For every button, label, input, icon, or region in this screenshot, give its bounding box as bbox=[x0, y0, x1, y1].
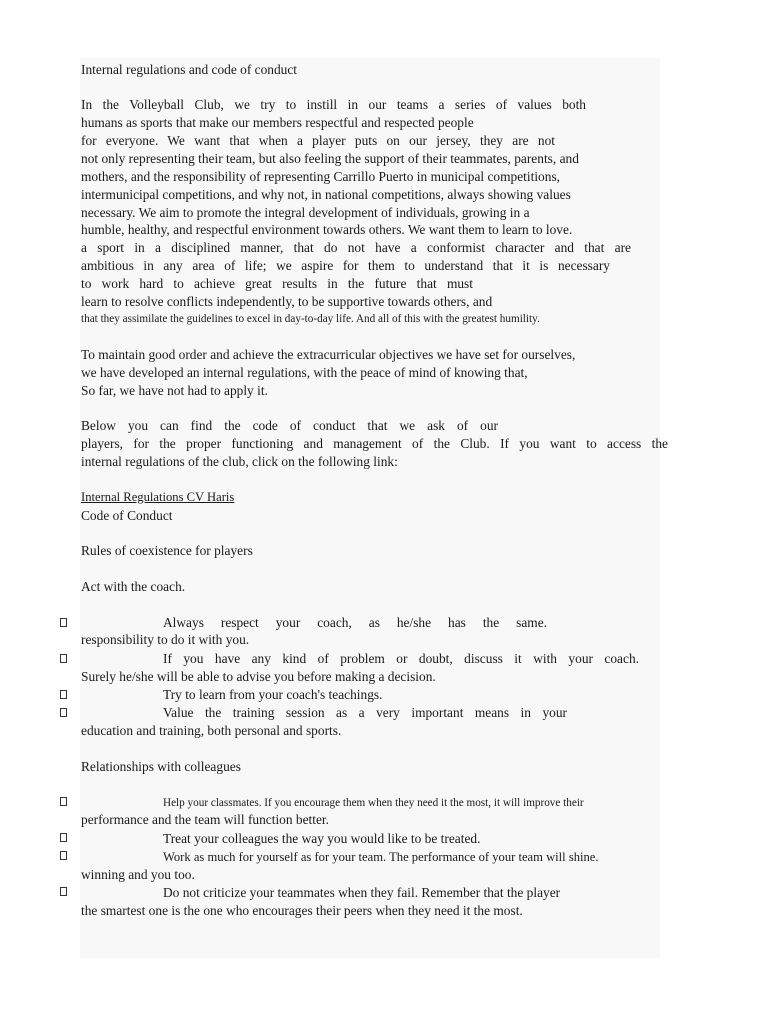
colleague-rule-1: Help your classmates. If you encourage them when they need it the most, it will improve their bbox=[163, 797, 584, 809]
below-line-2: players, for the proper functioning and management of the Club. If you want to access the bbox=[81, 436, 668, 451]
intro-line-11: to work hard to achieve great results in the future that must bbox=[81, 276, 473, 291]
code-of-conduct-heading: Code of Conduct bbox=[81, 508, 173, 523]
intro-line-10: ambitious in any area of life; we aspire for them to understand that it is necessary bbox=[81, 258, 610, 273]
bullet-box-icon bbox=[60, 797, 67, 806]
coach-rule-1: Always respect your coach, as he/she has the same. bbox=[163, 615, 547, 630]
colleague-rule-4-cont: the smartest one is the one who encourages their peers when they need it the most. bbox=[81, 903, 523, 918]
intro-line-12: learn to resolve conflicts independently, to be supportive towards others, and bbox=[81, 294, 493, 309]
coach-rule-2-cont: Surely he/she will be able to advise you before making a decision. bbox=[81, 669, 436, 684]
colleague-rule-3-cont: winning and you too. bbox=[81, 867, 195, 882]
colleague-rule-2: Treat your colleagues the way you would like to be treated. bbox=[163, 831, 481, 846]
intro-line-13: that they assimilate the guidelines to excel in day-to-day life. And all of this with the greatest humility. bbox=[81, 313, 540, 325]
below-line-3: internal regulations of the club, click on the following link: bbox=[81, 454, 398, 469]
bullet-box-icon bbox=[60, 690, 67, 699]
internal-regulations-link[interactable]: Internal Regulations CV Haris bbox=[81, 490, 235, 504]
order-line-1: To maintain good order and achieve the extracurricular objectives we have set for ourselves, bbox=[81, 347, 576, 362]
coach-rule-3: Try to learn from your coach's teachings. bbox=[163, 687, 383, 702]
bullet-box-icon bbox=[60, 708, 67, 717]
coach-rule-4: Value the training session as a very important means in your bbox=[163, 705, 567, 720]
bullet-box-icon bbox=[60, 833, 67, 842]
order-line-3: So far, we have not had to apply it. bbox=[81, 383, 268, 398]
colleague-rule-1-cont: performance and the team will function better. bbox=[81, 812, 330, 827]
bullet-box-icon bbox=[60, 887, 67, 896]
coach-heading: Act with the coach. bbox=[81, 579, 186, 594]
intro-line-2: humans as sports that make our members respectful and respected people bbox=[81, 115, 474, 130]
intro-line-4: not only representing their team, but also feeling the support of their teammates, parents, and bbox=[81, 151, 579, 166]
below-line-1: Below you can find the code of conduct that we ask of our bbox=[81, 418, 498, 433]
coach-rule-4-cont: education and training, both personal and sports. bbox=[81, 723, 342, 738]
intro-line-3: for everyone. We want that when a player puts on our jersey, they are not bbox=[81, 133, 555, 148]
document-title: Internal regulations and code of conduct bbox=[81, 62, 298, 77]
intro-line-7: necessary. We aim to promote the integral development of individuals, growing in a bbox=[81, 205, 530, 220]
intro-line-9: a sport in a disciplined manner, that do not have a conformist character and that are bbox=[81, 240, 631, 255]
intro-line-5: mothers, and the responsibility of representing Carrillo Puerto in municipal competitions, bbox=[81, 169, 560, 184]
rules-heading: Rules of coexistence for players bbox=[81, 543, 253, 558]
bullet-box-icon bbox=[60, 654, 67, 663]
bullet-box-icon bbox=[60, 618, 67, 627]
intro-line-6: intermunicipal competitions, and why not, in national competitions, always showing values bbox=[81, 187, 571, 202]
intro-line-1: In the Volleyball Club, we try to instill in our teams a series of values both bbox=[81, 97, 586, 112]
colleague-rule-3: Work as much for yourself as for your team. The performance of your team will shine. bbox=[163, 850, 599, 864]
coach-rule-1-cont: responsibility to do it with you. bbox=[81, 632, 250, 647]
bullet-box-icon bbox=[60, 851, 67, 860]
colleagues-heading: Relationships with colleagues bbox=[81, 759, 241, 774]
intro-line-8: humble, healthy, and respectful environment towards others. We want them to learn to love. bbox=[81, 222, 573, 237]
coach-rule-2: If you have any kind of problem or doubt, discuss it with your coach. bbox=[163, 651, 639, 666]
order-line-2: we have developed an internal regulations, with the peace of mind of knowing that, bbox=[81, 365, 528, 380]
colleague-rule-4: Do not criticize your teammates when they fail. Remember that the player bbox=[163, 885, 561, 900]
